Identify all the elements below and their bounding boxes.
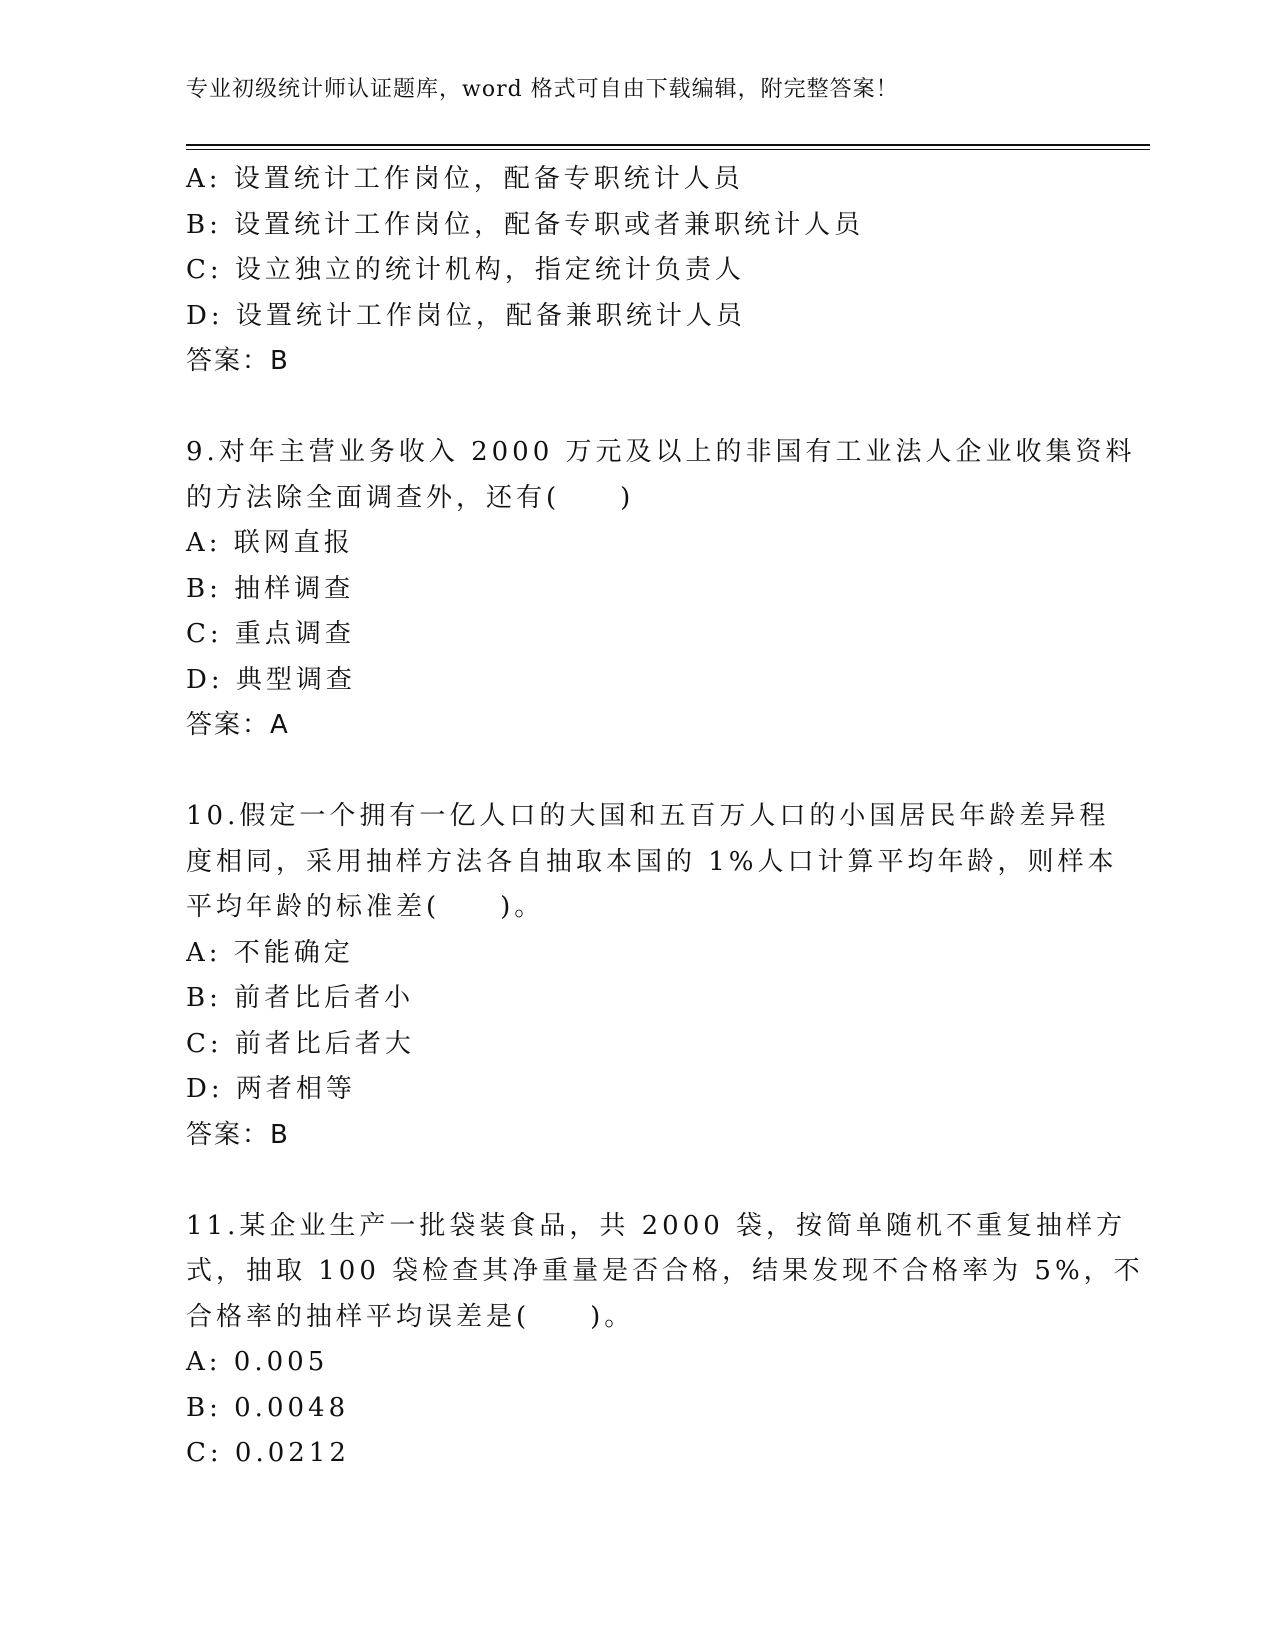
question-11-block (186, 1204, 1144, 1477)
spacer (186, 385, 1086, 431)
option-a: A: 不能确定 (186, 937, 354, 968)
question-9-block (186, 430, 1136, 749)
question-8-block (186, 157, 1086, 385)
option-d: D: 典型调查 (186, 664, 356, 695)
option-d: D: 设置统计工作岗位，配备兼职统计人员 (186, 300, 746, 331)
question-text-line: 11.某企业生产一批袋装食品，共 2000 袋，按简单随机不重复抽样方 (186, 1210, 1127, 1241)
question-text-line: 的方法除全面调查外，还有( ) (186, 482, 635, 513)
option-a: A: 0.005 (186, 1347, 329, 1377)
option-b: B: 抽样调查 (186, 573, 355, 604)
option-b: B: 设置统计工作岗位，配备专职或者兼职统计人员 (186, 209, 865, 240)
option-c: C: 前者比后者大 (186, 1028, 415, 1059)
spacer (186, 749, 1086, 795)
answer-label: 答案：A (186, 710, 290, 740)
option-b: B: 前者比后者小 (186, 983, 415, 1013)
header-divider (186, 144, 1150, 150)
option-c: C: 0.0212 (186, 1438, 350, 1468)
option-c: C: 设立独立的统计机构，指定统计负责人 (186, 255, 745, 285)
question-text-line: 10.假定一个拥有一亿人口的大国和五百万人口的小国居民年龄差异程 (186, 801, 1110, 831)
question-text-line: 度相同，采用抽样方法各自抽取本国的 1%人口计算平均年龄，则样本 (186, 846, 1118, 877)
option-a: A: 联网直报 (186, 528, 354, 558)
question-text-line: 9.对年主营业务收入 2000 万元及以上的非国有工业法人企业收集资料 (186, 437, 1136, 467)
option-a: A: 设置统计工作岗位，配备专职统计人员 (186, 164, 744, 194)
option-d: D: 两者相等 (186, 1074, 356, 1104)
answer-label: 答案：B (186, 1119, 290, 1150)
question-text-line: 平均年龄的标准差( )。 (186, 892, 545, 922)
question-10-block (186, 794, 1118, 1158)
question-text-line: 式，抽取 100 袋检查其净重量是否合格，结果发现不合格率为 5%，不 (186, 1256, 1144, 1286)
header-note: 专业初级统计师认证题库，word 格式可自由下载编辑，附完整答案！ (186, 77, 899, 102)
option-b: B: 0.0048 (186, 1392, 350, 1423)
question-content (186, 157, 1144, 1477)
question-text-line: 合格率的抽样平均误差是( )。 (186, 1301, 635, 1332)
spacer (186, 1158, 1086, 1204)
option-c: C: 重点调查 (186, 619, 355, 649)
answer-label: 答案：B (186, 346, 290, 376)
